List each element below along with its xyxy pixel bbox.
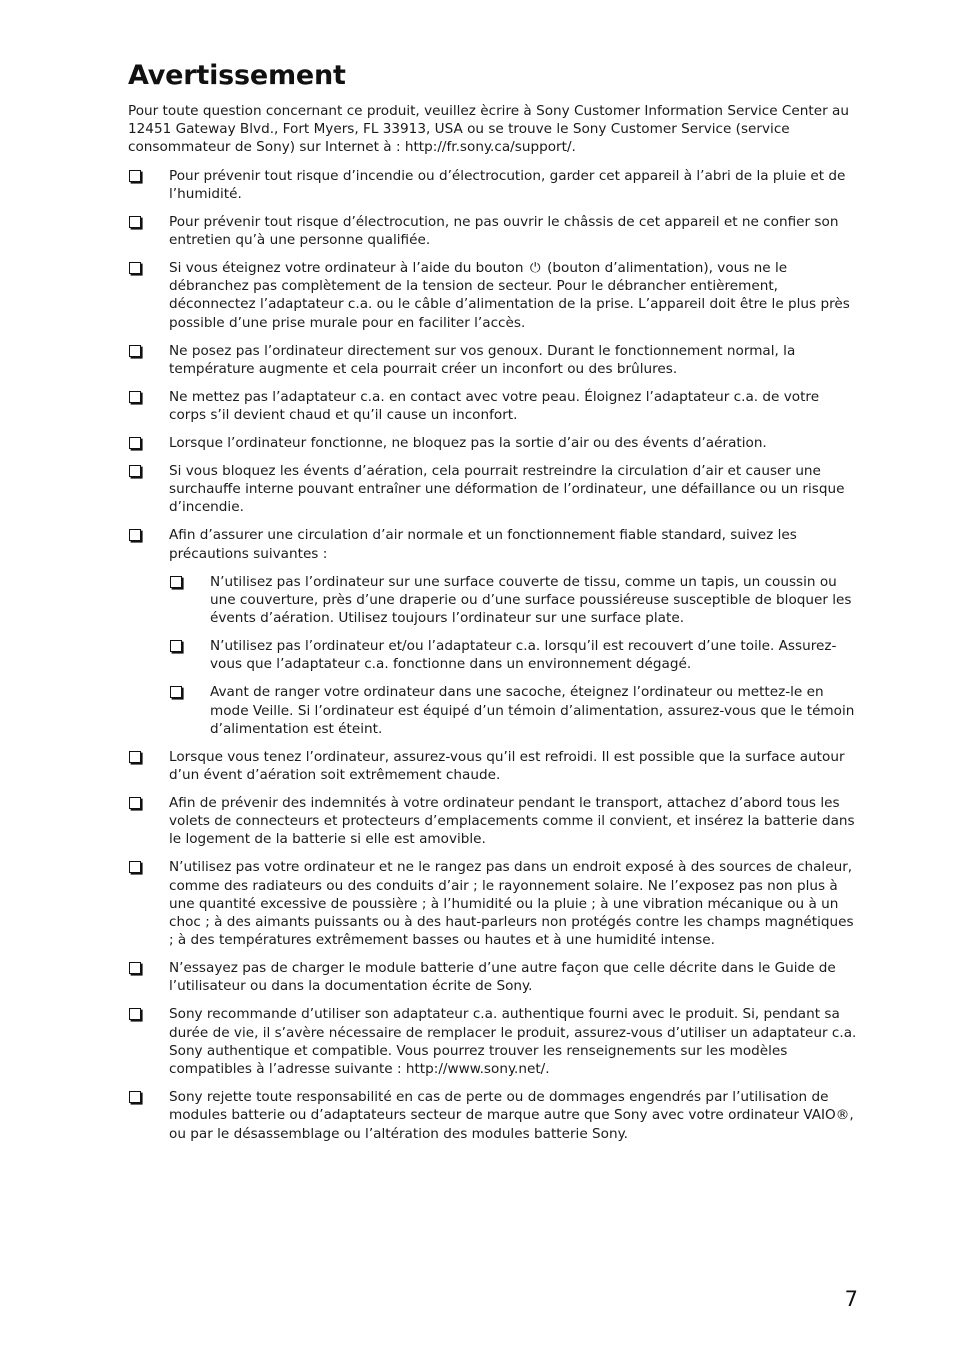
warning-text: Si vous bloquez les évents d’aération, cela pourrait restreindre la circulation d’air et causer une surchauffe interne pouvant entraîner une déformation de l’ordinateur, une défaillance ou un risque d’incendie. xyxy=(169,463,845,516)
warning-item-7 xyxy=(128,462,860,517)
checkbox-bullet-icon xyxy=(129,170,141,182)
sub-warning-text: N’utilisez pas l’ordinateur et/ou l’adaptateur c.a. lorsqu’il est recouvert d’une toile. Assurez-vous que l’adaptateur c.a. fonctionne dans un environnement dégagé. xyxy=(210,638,837,673)
checkbox-bullet-icon xyxy=(129,216,141,228)
checkbox-bullet-icon xyxy=(129,262,141,274)
checkbox-bullet-icon xyxy=(129,437,141,449)
warning-item-8 xyxy=(128,526,860,738)
warning-item-10 xyxy=(128,794,860,849)
warning-list xyxy=(128,167,860,1143)
warning-item-11 xyxy=(128,858,860,949)
warning-text: Sony recommande d’utiliser son adaptateur c.a. authentique fourni avec le produit. Si, pendant sa durée de vie, il s’avère nécessaire de remplacer le produit, assurez-vous d’utiliser un adaptateur c.a. Sony authentique et compatible. Vous pourrez trouver les renseignements sur les modèles compatibles à l’adresse suivante : http://www.sony.net/. xyxy=(169,1006,857,1078)
warning-item-12 xyxy=(128,959,860,995)
warning-item-6 xyxy=(128,434,860,452)
warning-text: N’utilisez pas votre ordinateur et ne le rangez pas dans un endroit exposé à des sources de chaleur, comme des radiateurs ou des conduits d’air ; le rayonnement solaire. Ne l’exposez pas non plus à une quantité excessive de poussière ; à l’humidité ou la pluie ; à une vibration mécanique ou à un choc ; à des aimants puissants ou à des haut-parleurs non protégés contre les champs magnétiques ; à des températures extrêmement basses ou hautes et à une humidité intense. xyxy=(169,859,854,949)
checkbox-bullet-icon xyxy=(129,861,141,873)
warning-item-1 xyxy=(128,167,860,203)
warning-item-3 xyxy=(128,259,860,332)
warning-text: Ne mettez pas l’adaptateur c.a. en contact avec votre peau. Éloignez l’adaptateur c.a. de votre corps s’il devient chaud et qu’il cause un inconfort. xyxy=(169,388,820,424)
warning-item-4 xyxy=(128,342,860,378)
warning-text: Pour prévenir tout risque d’incendie ou d’électrocution, garder cet appareil à l’abri de la pluie et de l’humidité. xyxy=(169,167,846,202)
warning-item-14 xyxy=(128,1088,860,1143)
checkbox-bullet-icon xyxy=(129,345,141,357)
page-title: Avertissement xyxy=(128,60,346,91)
page-number: 7 xyxy=(844,1287,858,1311)
sub-warning-text: N’utilisez pas l’ordinateur sur une surface couverte de tissu, comme un tapis, un coussin ou une couverture, près d’une draperie ou d’une surface poussiéreuse susceptible de bloquer les évents d’aération. Utilisez toujours l’ordinateur sur une surface plate. xyxy=(210,573,852,627)
checkbox-bullet-icon xyxy=(129,797,141,809)
warning-text: Afin de prévenir des indemnités à votre ordinateur pendant le transport, attachez d’abord tous les volets de connecteurs et protecteurs d’emplacements comme il convient, et insérez la batterie dans le logement de la batterie si elle est amovible. xyxy=(169,795,855,848)
warning-item-13 xyxy=(128,1005,860,1078)
warning-text-before-icon: Si vous éteignez votre ordinateur à l’aide du bouton xyxy=(169,260,524,277)
document-page xyxy=(128,58,860,1153)
checkbox-bullet-icon xyxy=(170,576,182,588)
warning-item-5 xyxy=(128,388,860,424)
sub-warning-text: Avant de ranger votre ordinateur dans une sacoche, éteignez l’ordinateur ou mettez-le en mode Veille. Si l’ordinateur est équipé d’un témoin d’alimentation, assurez-vous que le témoin d’alimentation est éteint. xyxy=(210,684,855,737)
sub-warning-item-2 xyxy=(169,637,860,673)
checkbox-bullet-icon xyxy=(129,1008,141,1020)
warning-text: Afin d’assurer une circulation d’air normale et un fonctionnement fiable standard, suivez les précautions suivantes : xyxy=(169,527,797,562)
warning-text: Sony rejette toute responsabilité en cas de perte ou de dommages engendrés par l’utilisation de modules batterie ou d’adaptateurs secteur de marque autre que Sony avec votre ordinateur VAIO®, ou par le désassemblage ou l’altération des modules batterie Sony. xyxy=(169,1089,854,1142)
warning-item-9 xyxy=(128,748,860,784)
warning-text: N’essayez pas de charger le module batterie d’une autre façon que celle décrite dans le Guide de l’utilisateur ou dans la documentation écrite de Sony. xyxy=(169,960,836,995)
checkbox-bullet-icon xyxy=(129,962,141,974)
warning-text: Lorsque l’ordinateur fonctionne, ne bloquez pas la sortie d’air ou des évents d’aération. xyxy=(169,435,767,452)
checkbox-bullet-icon xyxy=(129,529,141,541)
warning-text: Ne posez pas l’ordinateur directement sur vos genoux. Durant le fonctionnement normal, la température augmente et cela pourrait créer un inconfort ou des brûlures. xyxy=(169,342,796,377)
checkbox-bullet-icon xyxy=(170,686,182,698)
checkbox-bullet-icon xyxy=(129,391,141,403)
power-icon: ⏻ xyxy=(529,260,541,277)
sub-warning-item-3 xyxy=(169,683,860,738)
warning-item-2 xyxy=(128,213,860,249)
sub-warning-item-1 xyxy=(169,573,860,628)
checkbox-bullet-icon xyxy=(129,465,141,477)
warning-text: Lorsque vous tenez l’ordinateur, assurez-vous qu’il est refroidi. Il est possible que la surface autour d’un évent d’aération soit extrêmement chaude. xyxy=(169,748,845,784)
warning-text-after-icon: (bouton d’alimentation), vous ne le débranchez pas complètement de la tension de secteur. Pour le débrancher entièrement, déconnectez l’adaptateur c.a. ou le câble d’alimentation de la prise. L’appareil doit être le plus près possible d’une prise murale pour en faciliter l’accès. xyxy=(169,260,850,331)
sub-warning-list xyxy=(169,573,860,738)
intro-paragraph: Pour toute question concernant ce produit, veuillez ècrire à Sony Customer Information Service Center au 12451 Gateway Blvd., Fort Myers, FL 33913, USA ou se trouve le Sony Customer Service (service consommateur de Sony) sur Internet à : http://fr.sony.ca/support/. xyxy=(128,103,849,156)
checkbox-bullet-icon xyxy=(129,1091,141,1103)
checkbox-bullet-icon xyxy=(129,751,141,763)
warning-text: Pour prévenir tout risque d’électrocution, ne pas ouvrir le châssis de cet appareil et ne confier son entretien qu’à une personne qualifiée. xyxy=(169,213,839,249)
checkbox-bullet-icon xyxy=(170,640,182,652)
